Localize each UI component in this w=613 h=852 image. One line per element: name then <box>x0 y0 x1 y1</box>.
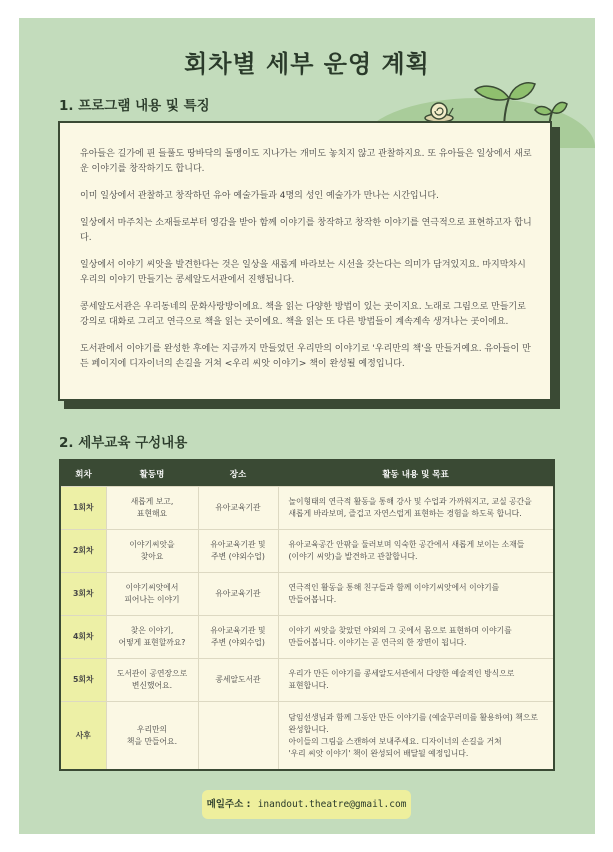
section1-heading: 1. 프로그램 내용 및 특징 <box>59 98 210 114</box>
place-cell: 유아교육기관 <box>198 573 278 616</box>
description-paragraph: 일상에서 마주치는 소재들로부터 영감을 받아 함께 이야기를 창작하고 창작한 이야기를 연극적으로 표현하고자 합니다. <box>80 218 532 243</box>
poster-page <box>19 18 595 834</box>
table-row <box>61 530 553 573</box>
description-paragraph: 콩세알도서관은 우리동네의 문화사랑방이에요. 책을 읽는 다양한 방법이 있는 곳이지요. 노래로 그림으로 만들기로 강의로 대화로 그리고 연극으로 책을 읽는 곳이에요. 책을 읽는 또 다른 방법들이 계속계속 생겨나는 곳이에요. <box>80 302 526 327</box>
email-label: 메일주소 : <box>206 799 251 810</box>
section2-heading: 2. 세부교육 구성내용 <box>59 435 188 451</box>
description-paragraph: 이미 일상에서 관찰하고 창작하던 유아 예술가들과 4명의 성인 예술가가 만나는 시간입니다. <box>80 191 439 201</box>
email-address-link[interactable]: inandout.theatre@gmail.com <box>257 799 407 810</box>
detail-cell: 이야기 씨앗을 찾았던 야외의 그 곳에서 몸으로 표현하며 이야기를 만들어봅니다. 이야기는 곧 연극의 한 장면이 됩니다. <box>278 616 553 659</box>
detail-cell: 유아교육공간 안팎을 둘러보며 익숙한 공간에서 새롭게 보이는 소재들 (이야기 씨앗)을 발견하고 관찰합니다. <box>278 530 553 573</box>
place-cell: 유아교육기관 <box>198 487 278 530</box>
activity-cell: 찾은 이야기, 어떻게 표현할까요? <box>106 616 198 659</box>
activity-cell: 이야기씨앗에서 피어나는 이야기 <box>106 573 198 616</box>
activity-cell: 우리만의 책을 만들어요. <box>106 702 198 770</box>
description-paragraph: 일상에서 이야기 씨앗을 발견한다는 것은 일상을 새롭게 바라보는 시선을 갖는다는 의미가 담겨있지요. 마지막차시 우리의 이야기 만들기는 콩세알도서관에서 진행됩니다. <box>80 260 526 285</box>
place-cell <box>198 702 278 770</box>
column-header: 활동 내용 및 목표 <box>278 461 553 487</box>
column-header: 활동명 <box>106 461 198 487</box>
detail-cell: 놀이형태의 연극적 활동을 통해 강사 및 수업과 가까워지고, 교실 공간을 새롭게 바라보며, 즐겁고 자연스럽게 표현하는 경험을 하도록 합니다. <box>278 487 553 530</box>
description-paragraph: 유아들은 길가에 핀 들풀도 땅바닥의 돌멩이도 지나가는 개미도 놓치지 않고 관찰하지요. 또 유아들은 일상에서 새로운 이야기를 창작하기도 합니다. <box>80 149 532 174</box>
detail-cell: 담임선생님과 함께 그동안 만든 이야기를 (예술꾸러미를 활용하여) 책으로 완성합니다. 아이들의 그림을 스캔하여 보내주세요. 디자이너의 손길을 거쳐 '우리 씨앗 이야기' 책이 완성되어 배달될 예정입니다. <box>278 702 553 770</box>
activity-cell: 이야기씨앗을 찾아요 <box>106 530 198 573</box>
detail-cell: 우리가 만든 이야기를 콩세알도서관에서 다양한 예술적인 방식으로 표현합니다. <box>278 659 553 702</box>
round-cell: 1회차 <box>61 487 106 530</box>
round-cell: 4회차 <box>61 616 106 659</box>
activity-cell: 새롭게 보고, 표현해요 <box>106 487 198 530</box>
snail-icon <box>425 103 453 122</box>
detail-cell: 연극적인 활동을 통해 친구들과 함께 이야기씨앗에서 이야기를 만들어봅니다. <box>278 573 553 616</box>
curriculum-table <box>59 459 555 771</box>
program-description-card <box>58 121 552 401</box>
table-row <box>61 573 553 616</box>
page-title: 회차별 세부 운영 계획 <box>184 50 430 78</box>
round-cell: 5회차 <box>61 659 106 702</box>
column-header: 회차 <box>61 461 106 487</box>
table-row <box>61 487 553 530</box>
email-badge <box>202 790 411 819</box>
table-row <box>61 659 553 702</box>
activity-cell: 도서관이 공연장으로 변신했어요. <box>106 659 198 702</box>
place-cell: 유아교육기관 및 주변 (야외수업) <box>198 530 278 573</box>
description-paragraph: 도서관에서 이야기를 완성한 후에는 지금까지 만들었던 우리만의 이야기로 '우리만의 책'을 만들거예요. 유아들이 만든 페이지에 디자이너의 손길을 거쳐 <우리 씨앗 이야기> 책이 완성될 예정입니다. <box>80 344 531 369</box>
column-header: 장소 <box>198 461 278 487</box>
table-row <box>61 702 553 770</box>
place-cell: 콩세알도서관 <box>198 659 278 702</box>
table-header-row <box>61 461 553 487</box>
round-cell: 사후 <box>61 702 106 770</box>
table-row <box>61 616 553 659</box>
place-cell: 유아교육기관 및 주변 (야외수업) <box>198 616 278 659</box>
round-cell: 2회차 <box>61 530 106 573</box>
round-cell: 3회차 <box>61 573 106 616</box>
